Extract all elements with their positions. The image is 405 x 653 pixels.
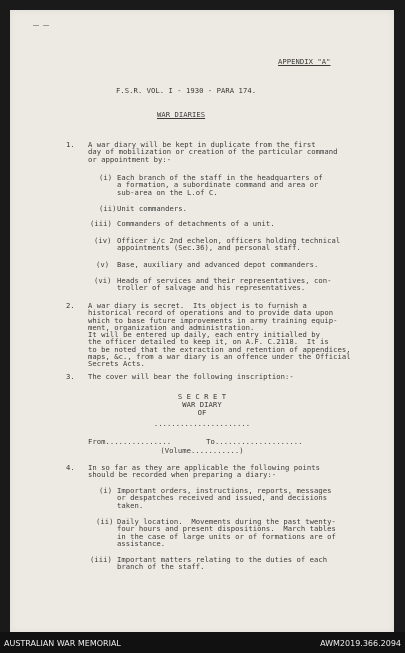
paragraph-3-text: The cover will bear the following inscription:- [88,372,294,381]
cover-of: OF [197,408,207,417]
paragraph-number: 4. [66,463,75,472]
reference-line: F.S.R. VOL. I - 1930 - PARA 174. [116,86,257,95]
item-number: (i) [99,173,113,182]
paragraph-number: 2. [66,301,75,310]
item-text: Officer i/c 2nd echelon, officers holding technical appointments (Sec.36), and personal staff. [117,236,341,253]
item-number: (ii) [99,204,117,213]
footer-accession-number: AWM2019.366.2094 [320,639,401,648]
cover-dots: ...................... [153,419,251,428]
punch-mark [33,25,39,26]
footer-bar [0,632,405,653]
punch-mark [43,25,49,26]
document-title: WAR DIARIES [157,110,206,119]
item-text: Each branch of the staff in the headquarters of a formation, a subordinate command and area or sub-area on the L.of C. [117,173,323,197]
paragraph-number: 3. [66,372,75,381]
appendix-label: APPENDIX "A" [278,57,331,66]
document-page [10,10,394,632]
paragraph-1-text: A war diary will be kept in duplicate from the first day of mobilization or creation of the particular command or appointment by:- [88,140,338,164]
item-number: (iii) [90,555,112,564]
paragraph-4-text: In so far as they are applicable the following points should be recorded when preparing a diary:- [88,463,320,480]
paragraph-number: 1. [66,140,75,149]
cover-from-to: From............... To.................... [88,437,303,446]
item-text: Important matters relating to the duties of each branch of the staff. [117,555,328,572]
cover-volume: (Volume...........) [160,446,244,455]
item-number: (ii) [96,517,114,526]
item-number: (iv) [94,236,112,245]
item-text: Heads of services and their representatives, con- troller of salvage and his representatives. [117,276,332,293]
item-number: (v) [96,260,110,269]
footer-institution: AUSTRALIAN WAR MEMORIAL [4,639,121,648]
item-number: (i) [99,486,113,495]
item-text: Commanders of detachments of a unit. [117,219,275,228]
item-text: Important orders, instructions, reports, messages or despatches received and issued, and decisions taken. [117,486,332,510]
item-text: Unit commanders. [117,204,188,213]
item-number: (vi) [94,276,112,285]
paragraph-2-text: A war diary is secret. Its object is to furnish a historical record of operations and to provide data upon which to base future improvements in army training equip- ment, organization and administration. It will be entered up daily, each entry initialled by the officer detailed to keep it, on A.F. C.2118. It is to be noted that the extraction and retention of appendices, maps, &c., from a war diary is an offence under the Official Secrets Acts. [88,301,351,369]
cover-war-diary: WAR DIARY [182,400,222,409]
item-number: (iii) [90,219,112,228]
item-text: Base, auxiliary and advanced depot commanders. [117,260,319,269]
item-text: Daily location. Movements during the past twenty- four hours and present dispositions. March tables in the case of large units or of formations are of assistance. [117,517,336,548]
cover-secret: S E C R E T [177,392,227,401]
